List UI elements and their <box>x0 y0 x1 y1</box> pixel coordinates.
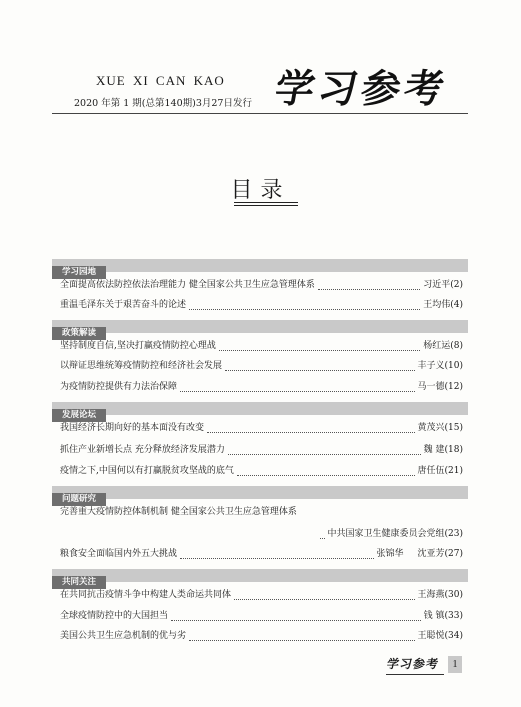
toc-title-underline-2 <box>234 205 298 206</box>
leader-dots <box>219 341 420 351</box>
toc-entry[interactable] <box>60 505 463 519</box>
entry-title: 在共同抗击疫情斗争中构建人类命运共同体 <box>60 590 232 600</box>
leader-dots <box>320 529 325 539</box>
entry-title: 抓住产业新增长点 充分释放经济发展潜力 <box>60 445 225 455</box>
entry-title: 全球疫情防控中的大国担当 <box>60 611 169 621</box>
toc-entry[interactable] <box>60 547 463 561</box>
masthead-rule <box>52 113 468 114</box>
entry-title: 坚持制度自信,坚决打赢疫情防控心理战 <box>60 341 216 351</box>
entry-author-page: 中共国家卫生健康委员会党组(23) <box>327 529 463 539</box>
entry-title: 全面提高依法防控依法治理能力 健全国家公共卫生应急管理体系 <box>60 280 315 290</box>
toc-entry[interactable] <box>60 443 463 457</box>
entry-title: 疫情之下,中国何以有打赢脱贫攻坚战的底气 <box>60 466 234 476</box>
leader-dots <box>207 423 415 433</box>
entry-title: 以辩证思维统筹疫情防控和经济社会发展 <box>60 361 223 371</box>
section-header <box>52 486 468 504</box>
entry-title: 美国公共卫生应急机制的优与劣 <box>60 631 187 641</box>
section-header <box>52 320 468 338</box>
masthead-logo: 学习参考 <box>271 66 452 112</box>
toc-entry[interactable] <box>60 588 463 602</box>
footer-rule <box>386 674 444 675</box>
leader-dots <box>171 611 421 621</box>
leader-dots <box>318 280 420 290</box>
toc-entry[interactable] <box>60 339 463 353</box>
section-label: 问题研究 <box>52 493 106 506</box>
masthead-latin-title: XUE XI CAN KAO <box>96 73 225 88</box>
entry-author-page: 杨红运(8) <box>423 341 463 351</box>
entry-title: 重温毛泽东关于艰苦奋斗的论述 <box>60 300 187 310</box>
entry-author-page: 魏 建(18) <box>423 445 463 455</box>
section-label: 学习园地 <box>52 266 106 279</box>
toc-entry[interactable] <box>60 359 463 373</box>
entry-title: 粮食安全面临国内外五大挑战 <box>60 549 178 559</box>
entry-title: 为疫情防控提供有力法治保障 <box>60 382 178 392</box>
masthead-issue-line: 2020 年第 1 期(总第140期)3月27日发行 <box>74 98 252 109</box>
toc-entry[interactable] <box>60 464 463 478</box>
entry-author-page: 王聪悦(34) <box>417 631 463 641</box>
section-label: 共同关注 <box>52 576 106 589</box>
entry-author-page: 王海燕(30) <box>417 590 463 600</box>
leader-dots <box>180 549 373 559</box>
toc-entry[interactable] <box>60 629 463 643</box>
entry-title: 完善重大疫情防控体制机制 健全国家公共卫生应急管理体系 <box>60 507 297 517</box>
leader-dots <box>189 631 415 641</box>
page-number: 1 <box>448 656 462 673</box>
toc-title-underline <box>234 202 298 203</box>
toc-entry[interactable] <box>60 421 463 435</box>
leader-dots <box>237 466 415 476</box>
footer-logo: 学习参考 <box>385 657 441 671</box>
leader-dots <box>225 361 415 371</box>
entry-title: 我国经济长期向好的基本面没有改变 <box>60 423 205 433</box>
entry-author-page: 黄茂兴(15) <box>417 423 463 433</box>
leader-dots <box>228 445 421 455</box>
toc-entry[interactable] <box>60 609 463 623</box>
toc-entry[interactable] <box>60 298 463 312</box>
toc-title: 目录 <box>230 178 291 203</box>
section-header <box>52 402 468 420</box>
toc-entry[interactable] <box>60 278 463 292</box>
entry-author-page: 习近平(2) <box>423 280 463 290</box>
entry-author-page: 钱 镇(33) <box>423 611 463 621</box>
toc-entry[interactable] <box>60 380 463 394</box>
toc-entry-continued[interactable] <box>60 527 463 541</box>
section-label: 发展论坛 <box>52 409 106 422</box>
entry-author: 张锦华 <box>376 549 404 559</box>
entry-author-page: 沈亚芳(27) <box>417 549 463 559</box>
section-header <box>52 259 468 277</box>
entry-author-page: 马一德(12) <box>417 382 463 392</box>
entry-author-page: 王均伟(4) <box>423 300 463 310</box>
entry-author-page: 唐任伍(21) <box>417 466 463 476</box>
leader-dots <box>234 590 415 600</box>
leader-dots <box>180 382 415 392</box>
entry-author-page: 丰子义(10) <box>417 361 463 371</box>
section-header <box>52 569 468 587</box>
section-label: 政策解读 <box>52 327 106 340</box>
leader-dots <box>189 300 420 310</box>
